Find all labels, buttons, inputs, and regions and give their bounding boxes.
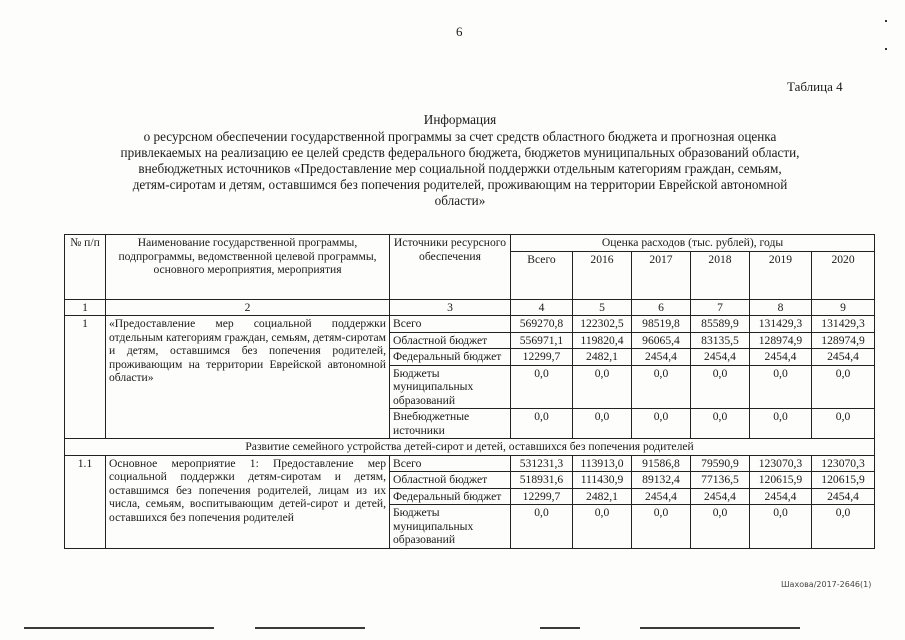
program-num: 1: [65, 316, 106, 439]
page-number: 6: [456, 24, 463, 39]
table-row: [65, 316, 875, 333]
value-cell: 0,0: [632, 409, 691, 439]
table-label: Таблица 4: [787, 79, 843, 94]
heading-line: привлекаемых на реализацию ее целей средств федерального бюджета, бюджетов муниципальных образований области,: [120, 145, 800, 160]
heading-line: о ресурсном обеспечении государственной программы за счет средств областного бюджета и прогнозная оценка: [143, 129, 777, 144]
header-row: [65, 235, 875, 252]
value-cell: 0,0: [573, 409, 632, 439]
value-cell: 0,0: [691, 409, 750, 439]
scan-artifact: [255, 627, 365, 629]
value-cell: 120615,9: [812, 472, 875, 489]
value-cell: 0,0: [573, 365, 632, 409]
scan-artifact: [540, 627, 580, 629]
section-title: Развитие семейного устройства детей-сирот и детей, оставшихся без попечения родителей: [65, 439, 875, 456]
value-cell: 0,0: [812, 505, 875, 549]
table-row: [65, 455, 875, 472]
value-cell: 2454,4: [812, 349, 875, 366]
activity-num: 1.1: [65, 455, 106, 548]
value-cell: 556971,1: [511, 332, 573, 349]
value-cell: 123070,3: [750, 455, 812, 472]
value-cell: 131429,3: [812, 316, 875, 333]
heading-line: области»: [434, 193, 486, 208]
source-cell: Бюджеты муниципальных образований: [390, 365, 511, 409]
value-cell: 0,0: [511, 505, 573, 549]
source-cell: Бюджеты муниципальных образований: [390, 505, 511, 549]
value-cell: 91586,8: [632, 455, 691, 472]
source-cell: Областной бюджет: [390, 332, 511, 349]
value-cell: 2454,4: [750, 349, 812, 366]
value-cell: 123070,3: [812, 455, 875, 472]
header-source: Источники ресурсного обеспечения: [390, 235, 511, 300]
scan-artifact: [885, 20, 887, 22]
value-cell: 0,0: [632, 505, 691, 549]
column-number: 7: [691, 299, 750, 316]
value-cell: 85589,9: [691, 316, 750, 333]
resource-table: [64, 234, 875, 549]
value-cell: 83135,5: [691, 332, 750, 349]
value-cell: 2482,1: [573, 488, 632, 505]
value-cell: 122302,5: [573, 316, 632, 333]
value-cell: 0,0: [632, 365, 691, 409]
section-row: [65, 439, 875, 456]
column-number: 8: [750, 299, 812, 316]
value-cell: 0,0: [750, 365, 812, 409]
value-cell: 77136,5: [691, 472, 750, 489]
heading-line: внебюджетных источников «Предоставление мер социальной поддержки отдельным категориям граждан, семьям,: [138, 161, 782, 176]
value-cell: 0,0: [750, 505, 812, 549]
footer-code: Шахова/2017-2646(1): [781, 580, 872, 589]
header-name: Наименование государственной программы, подпрограммы, ведомственной целевой программы, основного мероприятия, мероприятия: [106, 235, 390, 300]
program-name: «Предоставление мер социальной поддержки отдельным категориям граждан, семьям, детям-сиротам и детям, оставшимся без попечения родителей, проживающим на территории Еврейской автономной области»: [106, 316, 390, 439]
value-cell: 0,0: [691, 365, 750, 409]
document-heading: [60, 112, 860, 209]
source-cell: Федеральный бюджет: [390, 488, 511, 505]
value-cell: 0,0: [812, 409, 875, 439]
value-cell: 131429,3: [750, 316, 812, 333]
column-number: 5: [573, 299, 632, 316]
value-cell: 0,0: [573, 505, 632, 549]
header-year: 2016: [573, 251, 632, 299]
header-year: 2017: [632, 251, 691, 299]
heading-title: Информация: [423, 112, 497, 127]
header-year: Всего: [511, 251, 573, 299]
value-cell: 518931,6: [511, 472, 573, 489]
value-cell: 569270,8: [511, 316, 573, 333]
source-cell: Всего: [390, 455, 511, 472]
column-number: 3: [390, 299, 511, 316]
value-cell: 79590,9: [691, 455, 750, 472]
value-cell: 2454,4: [691, 349, 750, 366]
activity-name: Основное мероприятие 1: Предоставление мер социальной поддержки детям-сиротам и детям, оставшимся без попечения родителей, лицам из их числа, семьям, воспитывающим детей-сирот и детей, оставшихся без попечения родителей: [106, 455, 390, 548]
source-cell: Всего: [390, 316, 511, 333]
source-cell: Федеральный бюджет: [390, 349, 511, 366]
value-cell: 98519,8: [632, 316, 691, 333]
heading-line: детям-сиротам и детям, оставшимся без попечения родителей, проживающим на территории Еврейской автономной: [132, 177, 788, 192]
value-cell: 531231,3: [511, 455, 573, 472]
source-cell: Внебюджетные источники: [390, 409, 511, 439]
value-cell: 2454,4: [632, 349, 691, 366]
column-number: 9: [812, 299, 875, 316]
value-cell: 0,0: [511, 365, 573, 409]
value-cell: 2454,4: [632, 488, 691, 505]
scan-artifact: [640, 627, 800, 629]
value-cell: 0,0: [511, 409, 573, 439]
value-cell: 128974,9: [750, 332, 812, 349]
value-cell: 120615,9: [750, 472, 812, 489]
header-year: 2019: [750, 251, 812, 299]
value-cell: 2454,4: [691, 488, 750, 505]
column-number: 1: [65, 299, 106, 316]
value-cell: 2482,1: [573, 349, 632, 366]
source-cell: Областной бюджет: [390, 472, 511, 489]
value-cell: 0,0: [691, 505, 750, 549]
scan-artifact: [24, 627, 214, 629]
value-cell: 12299,7: [511, 349, 573, 366]
header-year: 2018: [691, 251, 750, 299]
value-cell: 119820,4: [573, 332, 632, 349]
value-cell: 2454,4: [750, 488, 812, 505]
value-cell: 111430,9: [573, 472, 632, 489]
header-estimate: Оценка расходов (тыс. рублей), годы: [511, 235, 875, 252]
value-cell: 2454,4: [812, 488, 875, 505]
value-cell: 0,0: [750, 409, 812, 439]
column-number-row: [65, 299, 875, 316]
value-cell: 96065,4: [632, 332, 691, 349]
header-year: 2020: [812, 251, 875, 299]
value-cell: 89132,4: [632, 472, 691, 489]
scan-artifact: [885, 48, 887, 50]
value-cell: 128974,9: [812, 332, 875, 349]
column-number: 4: [511, 299, 573, 316]
value-cell: 0,0: [812, 365, 875, 409]
column-number: 6: [632, 299, 691, 316]
value-cell: 12299,7: [511, 488, 573, 505]
column-number: 2: [106, 299, 390, 316]
header-num: № п/п: [65, 235, 106, 300]
value-cell: 113913,0: [573, 455, 632, 472]
